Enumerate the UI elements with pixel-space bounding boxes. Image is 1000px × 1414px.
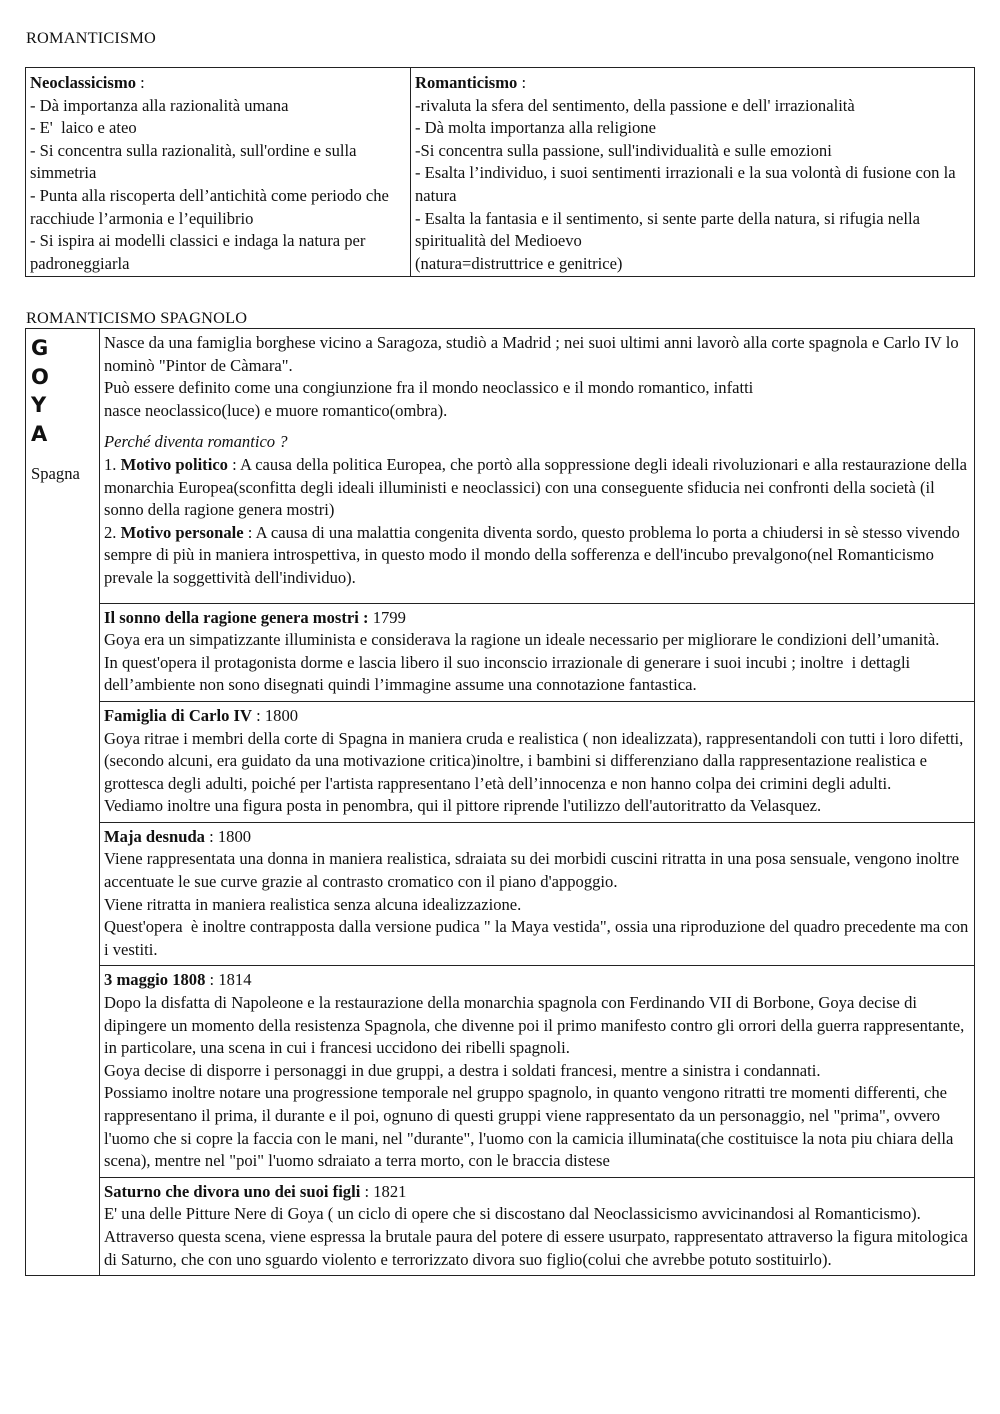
work-title: Saturno che divora uno dei suoi figli : 1821 — [104, 1181, 407, 1201]
neo-item: - Dà importanza alla razionalità umana — [30, 95, 289, 115]
rom-item: -Si concentra sulla passione, sull'individualità e sulle emozioni — [415, 140, 832, 160]
neo-item: - Si ispira ai modelli classici e indaga la natura per padroneggiarla — [30, 231, 370, 273]
reason-item: 1. Motivo politico : A causa della politica Europea, che portò alla soppressione degli ideali rivoluzionari e alla restaurazione della monarchia Europea(sconfitta degli ideali illuministi e neoclassici) con una conseguente sfiducia nei confronti della società (il sonno della ragione genera mostri) — [104, 454, 972, 520]
intro-line: nasce neoclassico(luce) e muore romantico(ombra). — [104, 400, 448, 420]
neoclassicismo-cell — [26, 68, 411, 277]
neo-item: - E' laico e ateo — [30, 118, 137, 138]
work-text: Goya decise di disporre i personaggi in due gruppi, a destra i soldati francesi, mentre a sinistra i condannati. — [104, 1060, 821, 1080]
work-cell — [100, 701, 975, 822]
work-title: 3 maggio 1808 : 1814 — [104, 970, 252, 990]
work-title: Famiglia di Carlo IV : 1800 — [104, 705, 299, 725]
work-text: Goya ritrae i membri della corte di Spagna in maniera cruda e realistica ( non idealizzata), rappresentandoli con tutti i loro difetti, (secondo alcuni, era guidato da una motivazione critica)inoltre, i bambini si differenziano dalla rappresentazione realistica e grottesca degli adulti, poiché per l'artista rappresentano l’età dell’innocenza e non hanno colpa dei crimini degli adulti. — [104, 728, 968, 793]
work-text: Quest'opera è inoltre contrapposta dalla versione pudica " la Maya vestida", ossia una riproduzione del quadro precedente ma con i vestiti. — [104, 917, 973, 959]
work-text: Goya era un simpatizzante illuminista e considerava la ragione un ideale necessario per migliorare le condizioni dell’umanità. — [104, 630, 940, 650]
work-text: E' una delle Pitture Nere di Goya ( un ciclo di opere che si discostano dal Neoclassicismo avvicinandosi al Romanticismo). Attraverso questa scena, viene espressa la brutale paura del potere di essere usurpato, rappresentato attraverso la figura mitologica di Saturno, che con uno sguardo violento e terrorizzato divora suo figlio(colui che avrebbe potuto sostituirlo). — [104, 1204, 973, 1269]
comparison-table — [25, 67, 975, 277]
question: Perché diventa romantico ? — [104, 432, 288, 452]
work-text: In quest'opera il protagonista dorme e lascia libero il suo inconscio irrazionale di generare i suoi incubi ; inoltre i dettagli dell’ambiente non sono disegnati quindi l’immagine assume una connotazione fantastica. — [104, 652, 915, 695]
section-title: ROMANTICISMO SPAGNOLO — [26, 308, 248, 327]
intro-line: Nasce da una famiglia borghese vicino a Saragoza, studiò a Madrid ; nei suoi ultimi anni lavorò alla corte spagnola e Carlo IV lo nominò "Pintor de Càmara". — [104, 333, 963, 375]
work-title: Il sonno della ragione genera mostri : 1799 — [104, 607, 406, 627]
work-text: Vediamo inoltre una figura posta in penombra, qui il pittore riprende l'utilizzo dell'autoritratto da Velasquez. — [104, 796, 822, 816]
work-cell — [100, 822, 975, 966]
reason-item: 2. Motivo personale : A causa di una malattia congenita diventa sordo, questo problema lo porta a chiudersi in sè stesso vivendo sempre di più in maniera introspettiva, in questo modo il mondo della sofferenza e dell'incubo prevalgono(nel Romanticismo prevale la soggettività dell'individuo). — [104, 522, 964, 587]
romanticismo-heading: Romanticismo : — [415, 73, 527, 92]
intro-cell — [100, 329, 975, 604]
goya-table — [25, 328, 975, 1276]
artist-name: G O Y A — [31, 336, 49, 446]
work-cell — [100, 603, 975, 701]
rom-item: - Esalta la fantasia e il sentimento, si sente parte della natura, si rifugia nella spiritualità del Medioevo — [415, 208, 925, 251]
rom-item: - Esalta l’individuo, i suoi sentimenti irrazionali e la sua volontà di fusione con la natura — [415, 163, 960, 205]
artist-country: Spagna — [31, 464, 80, 483]
rom-item: -rivaluta la sfera del sentimento, della passione e dell' irrazionalità — [415, 95, 855, 115]
rom-item: (natura=distruttrice e genitrice) — [415, 253, 623, 273]
work-text: Viene rappresentata una donna in maniera realistica, sdraiata su dei morbidi cuscini ritratta in una posa sensuale, vengono inoltre accentuate le sue curve grazie al contrasto cromatico con il piano d'appoggio. — [104, 849, 964, 892]
work-text: Viene ritratta in maniera realistica senza alcuna idealizzazione. — [104, 894, 522, 914]
neoclassicismo-heading: Neoclassicismo : — [30, 73, 145, 92]
work-text: Possiamo inoltre notare una progressione temporale nel gruppo spagnolo, in quanto vengono ritratti tre momenti differenti, che rappresentano il prima, il durante e il poi, ognuno di questi gruppi viene rappresentato da un personaggio, nel "prima", ovvero l'uomo che si copre la faccia con le mani, nel "durante", l'uomo con la camicia illuminata(che costituisce la nota piu chiara della scena), mentre nel "poi" l'uomo sdraiato a terra morto, con le braccia distese — [104, 1083, 958, 1171]
romanticismo-cell — [411, 68, 975, 277]
neo-item: - Si concentra sulla razionalità, sull'ordine e sulla simmetria — [30, 140, 361, 183]
rom-item: - Dà molta importanza alla religione — [415, 118, 656, 138]
work-title: Maja desnuda : 1800 — [104, 826, 252, 846]
neo-item: - Punta alla riscoperta dell’antichità come periodo che racchiude l’armonia e l’equilibrio — [30, 185, 394, 228]
intro-line: Può essere definito come una congiunzione fra il mondo neoclassico e il mondo romantico, infatti — [104, 378, 754, 398]
work-cell — [100, 1177, 975, 1275]
work-cell — [100, 966, 975, 1177]
work-text: Dopo la disfatta di Napoleone e la restaurazione della monarchia spagnola con Ferdinando VII di Borbone, Goya decise di dipingere un momento della resistenza Spagnola, che divenne poi il primo manifesto contro gli orrori della guerra rappresentante, in particolare, una scena in cui i francesi uccidono dei ribelli spagnoli. — [104, 993, 969, 1058]
page-title: ROMANTICISMO — [26, 28, 156, 47]
artist-cell — [26, 329, 100, 1276]
